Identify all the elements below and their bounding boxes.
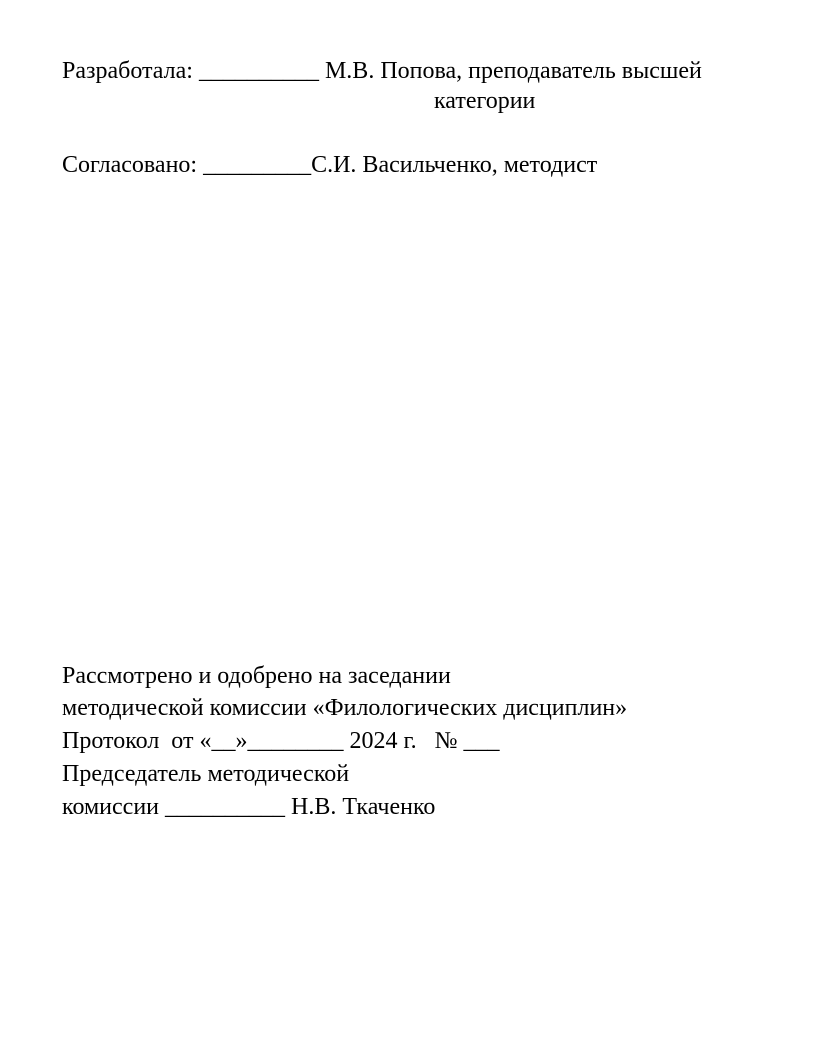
agreed-signature-line: Согласовано: _________С.И. Васильченко, методист <box>62 152 598 178</box>
developer-category-line: категории <box>434 88 536 114</box>
developer-signature-line: Разработала: __________ М.В. Попова, преподаватель высшей <box>62 58 702 84</box>
approval-line-reviewed: Рассмотрено и одобрено на заседании <box>62 663 451 689</box>
approval-line-chair-title: Председатель методической <box>62 761 350 787</box>
approval-line-commission: методической комиссии «Филологических дисциплин» <box>62 695 628 721</box>
approval-line-protocol: Протокол от «__»________ 2024 г. № ___ <box>62 728 500 754</box>
approval-line-chair-signature: комиссии __________ Н.В. Ткаченко <box>62 794 436 820</box>
